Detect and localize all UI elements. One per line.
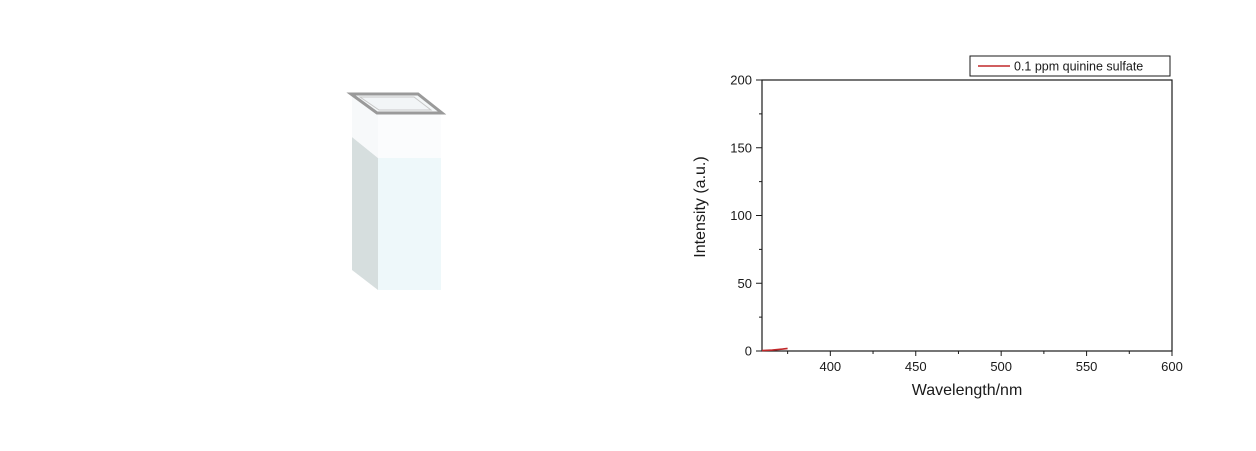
y-tick-label: 200	[730, 72, 752, 88]
plot-frame	[762, 80, 1172, 351]
series-line	[762, 348, 788, 350]
x-axis	[788, 351, 1183, 374]
x-tick-label: 500	[990, 359, 1013, 374]
x-tick-label: 400	[819, 359, 842, 374]
cuvette-illustration	[351, 93, 442, 290]
y-tick-label: 50	[737, 275, 752, 291]
y-axis-title: Intensity (a.u.)	[692, 156, 709, 258]
y-tick-label: 0	[744, 343, 752, 359]
y-tick-label: 100	[730, 208, 752, 223]
x-axis-title: Wavelength/nm	[911, 382, 1023, 399]
cuvette-side-face	[352, 137, 378, 290]
y-tick-label: 150	[730, 140, 752, 156]
cuvette-front-face	[378, 158, 441, 290]
x-tick-label: 550	[1075, 359, 1098, 374]
x-tick-label: 600	[1161, 359, 1183, 374]
cuvette-upper-front	[378, 113, 441, 158]
legend	[970, 56, 1170, 76]
chart	[692, 56, 1183, 399]
legend-label: 0.1 ppm quinine sulfate	[1014, 59, 1144, 74]
x-tick-label: 450	[904, 359, 927, 374]
series-layer	[762, 348, 788, 350]
y-axis	[730, 73, 762, 359]
